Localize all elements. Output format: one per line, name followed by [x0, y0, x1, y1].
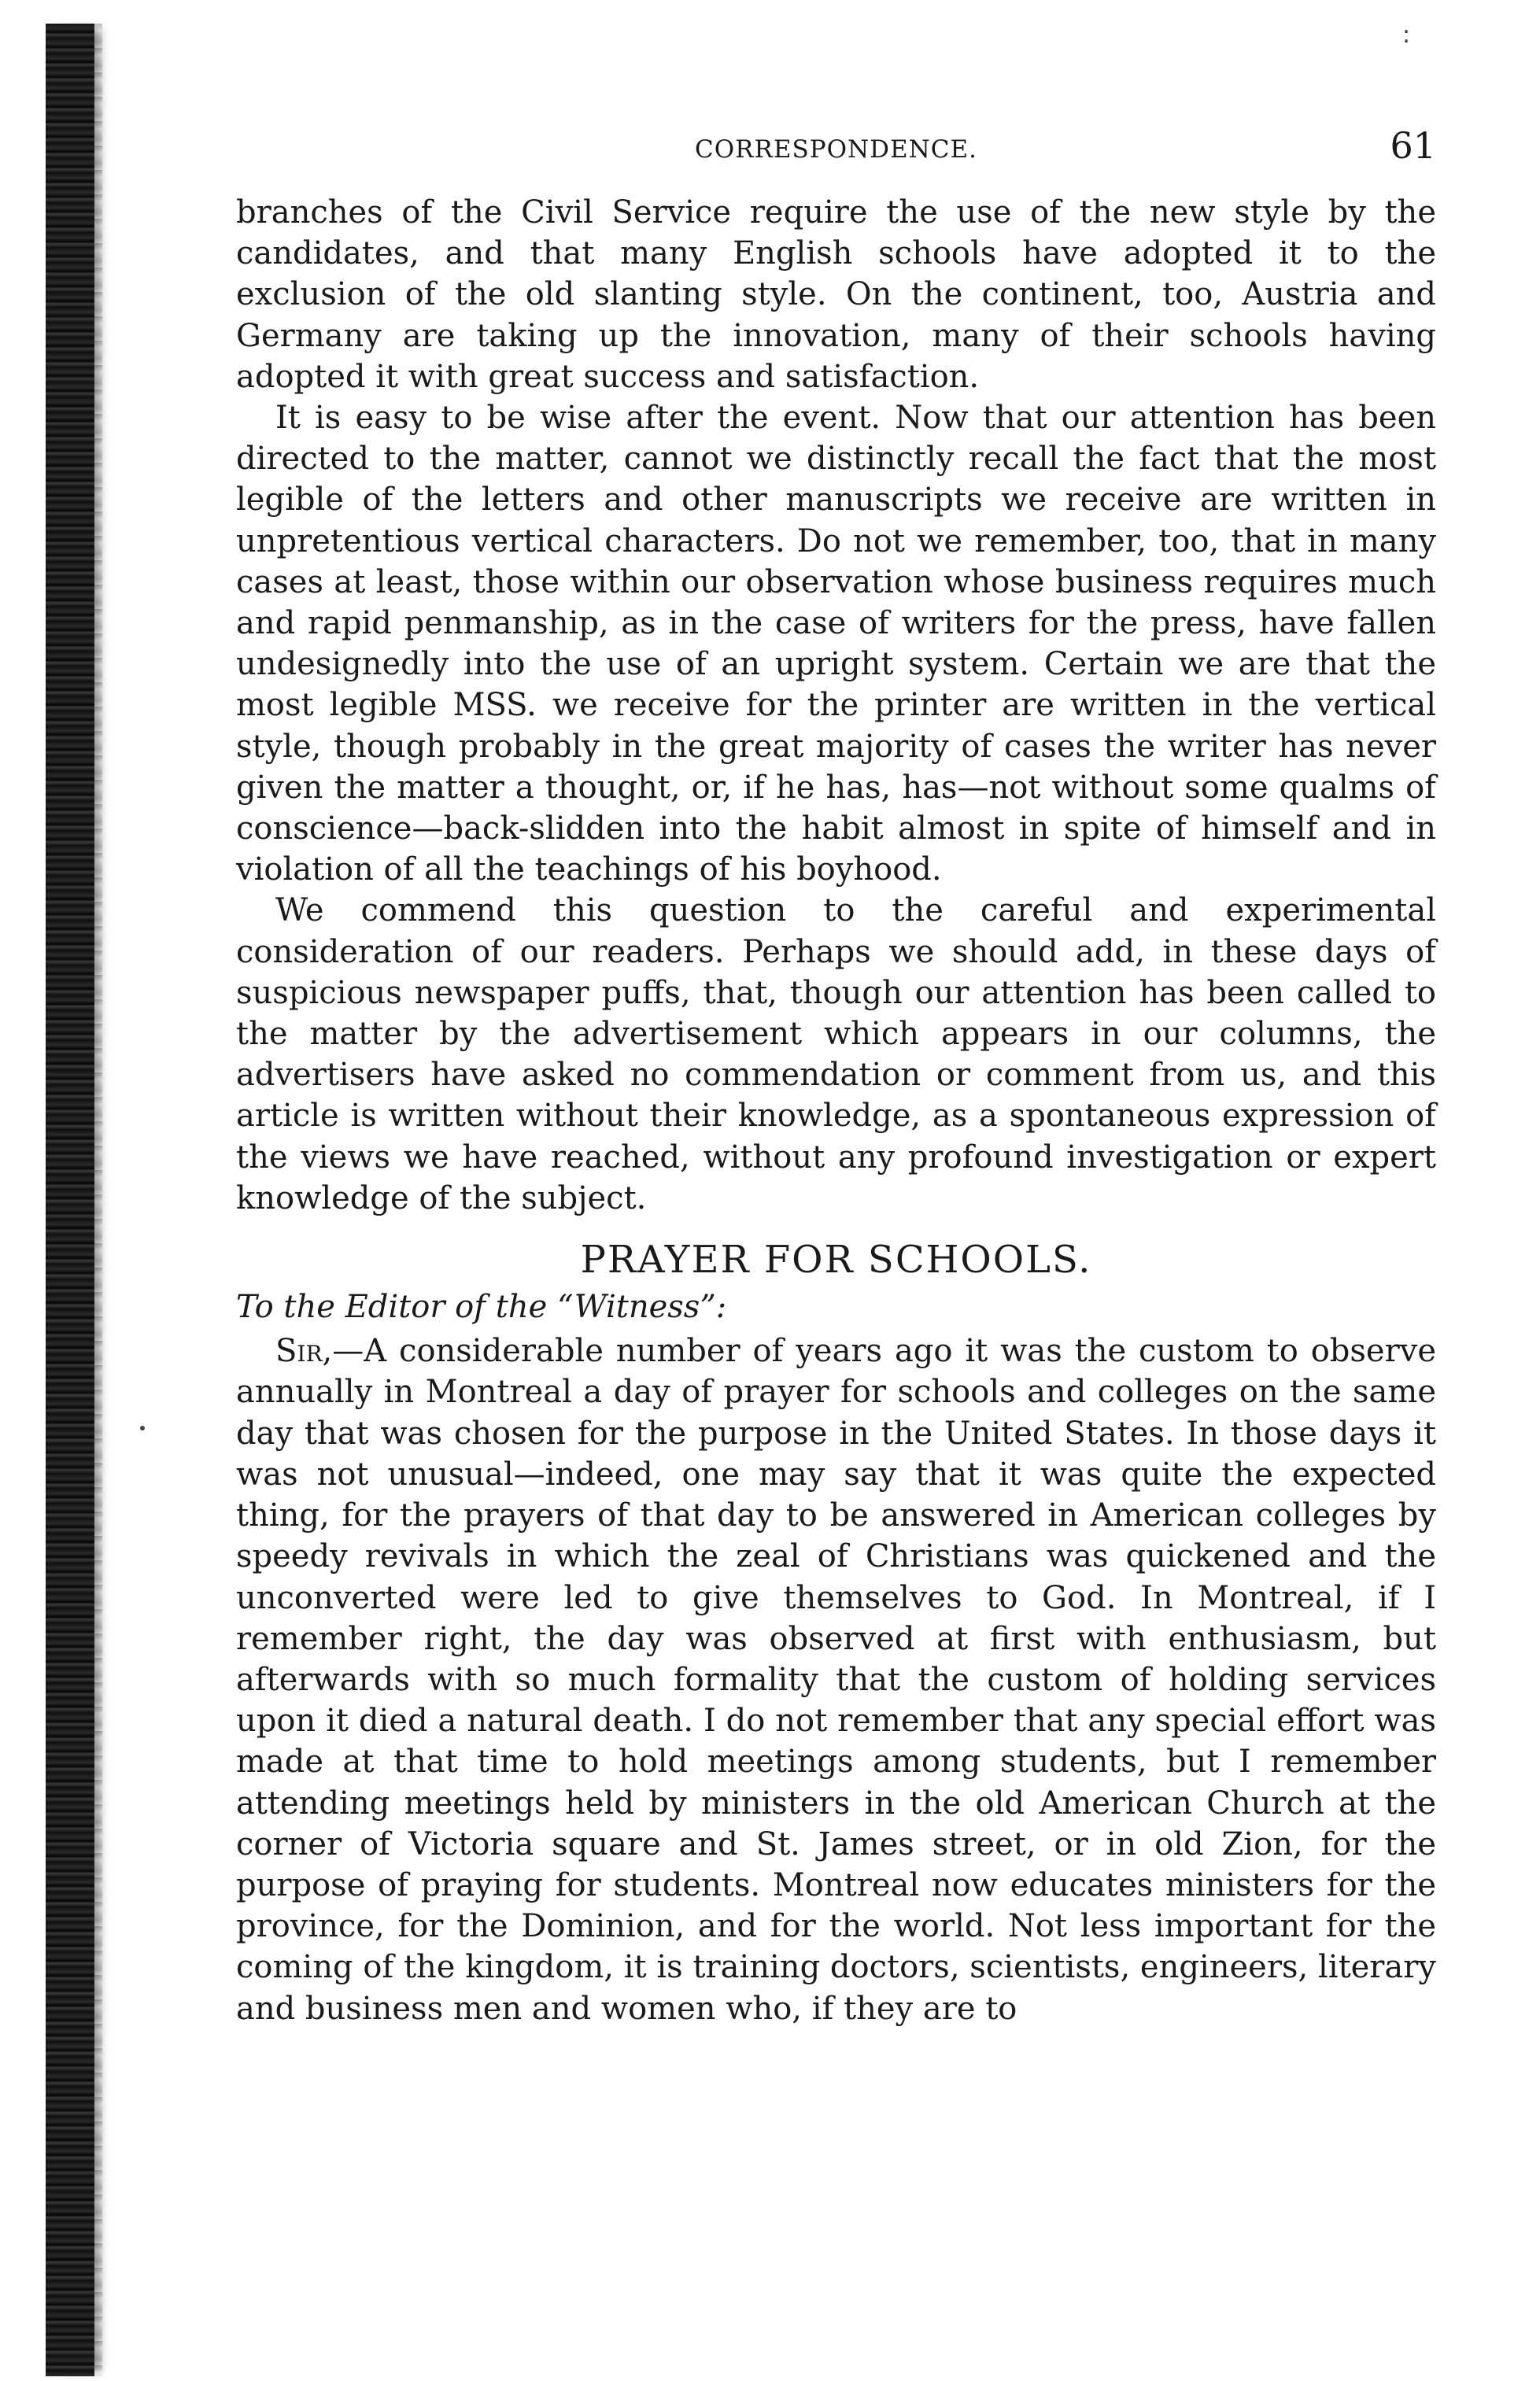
- paragraph: It is easy to be wise after the event. Now that our attention has been directed to the matter, cannot we distinctly recall the fact that the most legible of the letters and other manuscripts we receive are written in unpretentious vertical characters. Do not we remember, too, that in many cases at least, those within our observation whose business requires much and rapid penmanship, as in the case of writers for the press, have fallen undesignedly into the use of an upright system. Certain we are that the most legible MSS. we receive for the printer are written in the vertical style, though probably in the great majority of cases the writer has never given the matter a thought, or, if he has, has—not without some qualms of conscience—back-slidden into the habit almost in spite of himself and in violation of all the teachings of his boyhood.: [236, 400, 1436, 888]
- page-number: 61: [1390, 124, 1436, 167]
- margin-dot: [140, 1426, 145, 1430]
- corner-mark: :: [1402, 21, 1411, 49]
- running-head: [236, 118, 1436, 181]
- paragraph-continuation: branches of the Civil Service require the use of the new style by the candidates, and that many English schools have adopted it to the exclusion of the old slanting style. On the continent, too, Austria and Germany are taking up the innovation, many of their schools having adopted it with great success and satisfaction.: [236, 194, 1436, 395]
- running-title: CORRESPONDENCE.: [695, 135, 977, 164]
- paragraph: We commend this question to the careful and experimental consideration of our readers. Perhaps we should add, in these days of suspicious newspaper puffs, that, though our attention has been called to the matter by the advertisement which appears in our columns, the advertisers have asked no commendation or comment from us, and this article is written without their knowledge, as a spontaneous expression of the views we have reached, without any profound investigation or expert knowledge of the subject.: [236, 892, 1436, 1216]
- section-heading: PRAYER FOR SCHOOLS.: [580, 1238, 1092, 1283]
- scanned-edge-shadow: [94, 24, 102, 2376]
- letter-text: —A considerable number of years ago it was the custom to observe annually in Montreal a day of prayer for schools and colleges on the same day that was chosen for the purpose in the United States. In those days it was not unusual—indeed, one may say that it was quite the expected thing, for the prayers of that day to be answered in American colleges by speedy revivals in which the zeal of Christians was quickened and the unconverted were led to give themselves to God. In Montreal, if I remember right, the day was observed at first with enthusiasm, but afterwards with so much formality that the custom of holding services upon it died a natural death. I do not remember that any special effort was made at that time to hold meetings among students, but I remember attending meetings held by ministers in the old American Church at the corner of Victoria square and St. James street, or in old Zion, for the purpose of praying for students. Montreal now educates ministers for the province, for the Dominion, and for the world. Not less important for the coming of the kingdom, it is training doctors, scientists, engineers, literary and business men and women who, if they are to: [236, 1333, 1436, 2027]
- article-body: [236, 192, 1436, 2029]
- letter-opening-word: Sir,: [275, 1333, 333, 1370]
- letter-salutation: To the Editor of the “Witness”:: [236, 1289, 727, 1326]
- scanned-binding-edge: [46, 24, 94, 2376]
- letter-paragraph: [236, 1331, 1436, 2028]
- book-page: [236, 118, 1436, 2029]
